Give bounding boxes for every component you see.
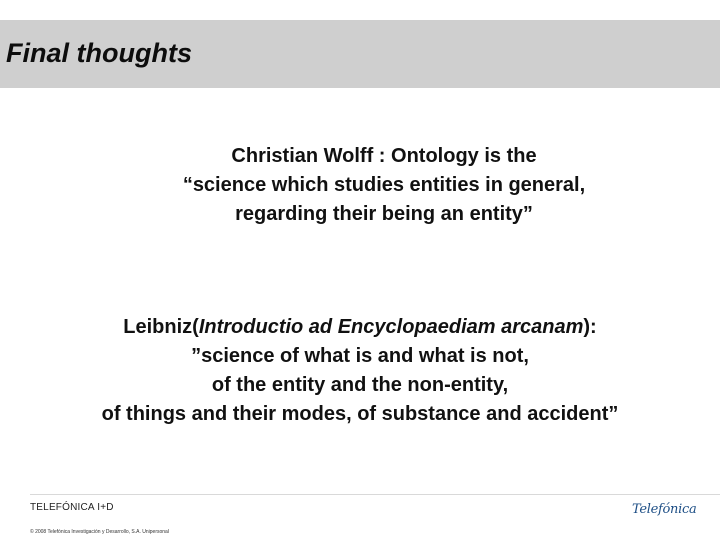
wolff-quote-line-2: “science which studies entities in general,: [182, 174, 586, 196]
leibniz-quote-line-3: of the entity and the non-entity,: [211, 374, 509, 396]
wolff-quote-line-1: Christian Wolff : Ontology is the: [231, 145, 537, 167]
leibniz-quote-line-4: of things and their modes, of substance and accident”: [101, 403, 619, 425]
leibniz-quote-line-1: [0, 313, 720, 342]
footer-divider: [30, 494, 720, 495]
leibniz-prefix: Leibniz(: [123, 316, 199, 338]
footer-brand: TELEFÓNICA I+D: [30, 502, 114, 513]
leibniz-work-title: Introductio ad Encyclopaediam arcanam: [198, 316, 584, 338]
telefonica-logo-text: Telefónica: [632, 502, 697, 517]
title-bar: [0, 20, 720, 88]
leibniz-quote: [0, 313, 720, 429]
wolff-quote-line-3: regarding their being an entity”: [235, 203, 533, 225]
slide-title: Final thoughts: [6, 38, 192, 68]
leibniz-quote-line-2: ”science of what is and what is not,: [191, 345, 529, 367]
leibniz-suffix: ):: [583, 316, 597, 338]
wolff-quote: [24, 142, 720, 229]
telefonica-logo: [632, 498, 696, 522]
footer-copyright: © 2008 Telefónica Investigación y Desarrollo, S.A. Unipersonal: [30, 529, 169, 535]
